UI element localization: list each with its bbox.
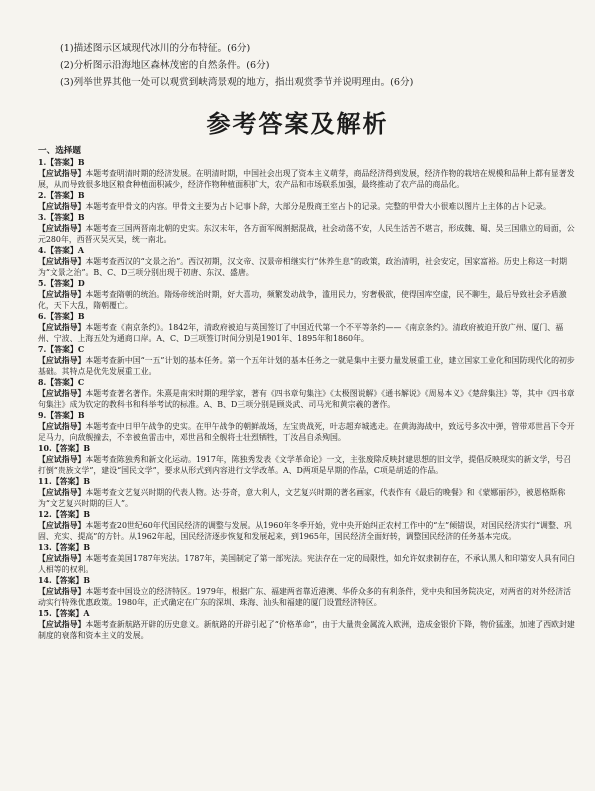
answer-item — [38, 311, 578, 344]
guide-paragraph — [38, 619, 578, 641]
answer-label: 【答案】 — [46, 345, 78, 354]
answer-value: B — [83, 543, 90, 552]
answer-line — [38, 575, 578, 586]
item-number: 2. — [38, 191, 47, 200]
guide-label: 【应试指导】 — [38, 290, 86, 299]
answer-value: B — [77, 411, 85, 420]
item-number: 15. — [38, 609, 52, 618]
answer-label: 【答案】 — [51, 543, 84, 552]
answer-label: 【答案】 — [51, 576, 84, 585]
answer-item — [38, 542, 578, 575]
answer-line — [38, 157, 578, 168]
guide-paragraph — [38, 322, 578, 344]
answer-label: 【答案】 — [46, 378, 78, 387]
answer-value: B — [77, 191, 85, 200]
item-number: 4. — [38, 246, 47, 255]
guide-text: 本题考查西汉的“文景之治”。西汉初期，汉文帝、汉景帝相继实行“休养生息”的政策，政治清明，社会安定，国家富裕。历史上称这一时期为“文景之治”。B、C、D三项分别出现于初唐、东汉、盛唐。 — [38, 257, 568, 277]
guide-text: 本题考查新航路开辟的历史意义。新航路的开辟引起了“价格革命”，由于大量贵金属流入欧洲，造成金银价下降，物价猛涨，加速了西欧封建制度的衰落和资本主义的发展。 — [38, 620, 575, 640]
item-number: 3. — [38, 213, 47, 222]
answer-value: C — [77, 378, 85, 387]
item-number: 8. — [38, 378, 47, 387]
answer-value: B — [77, 312, 85, 321]
answer-item — [38, 410, 578, 443]
answer-label: 【答案】 — [46, 279, 78, 288]
guide-paragraph — [38, 553, 578, 575]
guide-text: 本题考查明清时期的经济发展。在明清时期，中国社会出现了资本主义萌芽，商品经济得到发展，经济作物的栽培在规模和品种上都有显著发展，从而导致很多地区粮食种植面积减少，经济作物种植面积扩大，农产品和市场联系加强，最终推动了农产品的商品化。 — [38, 169, 575, 189]
answer-label: 【答案】 — [46, 246, 78, 255]
item-number: 1. — [38, 158, 47, 167]
answer-item — [38, 278, 578, 311]
answer-item — [38, 575, 578, 608]
answer-label: 【答案】 — [51, 444, 84, 453]
answer-label: 【答案】 — [51, 609, 84, 618]
answer-line — [38, 608, 578, 619]
guide-paragraph — [38, 289, 578, 311]
answer-item — [38, 509, 578, 542]
answer-label: 【答案】 — [51, 477, 84, 486]
answer-item — [38, 157, 578, 190]
guide-text: 本题考查美国1787年宪法。1787年，美国制定了第一部宪法。宪法存在一定的局限性，如允许奴隶制存在，不承认黑人和印第安人具有同白人相等的权利。 — [38, 554, 576, 574]
item-number: 11. — [38, 477, 52, 486]
answer-line — [38, 410, 578, 421]
question-line: (1)描述图示区域现代冰川的分布特征。(6分) — [60, 43, 251, 54]
guide-text: 本题考查隋朝的统治。隋炀帝统治时期，好大喜功，频繁发动战争，滥用民力，穷奢极欲，使得国库空虚，民不聊生，最后导致社会矛盾激化，天下大乱，隋朝覆亡。 — [38, 290, 567, 310]
answer-item — [38, 608, 578, 641]
answer-label: 【答案】 — [46, 213, 78, 222]
answer-line — [38, 443, 578, 454]
guide-paragraph — [38, 388, 578, 410]
guide-paragraph — [38, 201, 578, 212]
answer-section — [38, 146, 578, 641]
guide-label: 【应试指导】 — [38, 202, 86, 211]
guide-label: 【应试指导】 — [38, 587, 86, 596]
answer-value: B — [83, 477, 90, 486]
guide-paragraph — [38, 256, 578, 278]
question-list — [60, 40, 580, 91]
answer-line — [38, 476, 578, 487]
answer-value: B — [77, 158, 85, 167]
answer-value: B — [83, 510, 90, 519]
guide-text: 本题考查中日甲午战争的史实。在甲午战争的朝鲜战场，左宝贵战死，叶志超弃城逃走。在黄海海战中，致远号多次中弹，管带邓世昌下令开足马力，向敌舰撞去，不幸被鱼雷击中，邓世昌和全舰将士壮烈牺牲，丁汝昌自杀殉国。 — [38, 422, 575, 442]
answer-value: C — [77, 345, 85, 354]
guide-label: 【应试指导】 — [38, 521, 86, 530]
answer-value: D — [77, 279, 85, 288]
answer-label: 【答案】 — [46, 158, 78, 167]
page-title: 参考答案及解析 — [206, 110, 389, 138]
item-number: 14. — [38, 576, 52, 585]
answer-line — [38, 542, 578, 553]
answer-line — [38, 190, 578, 201]
guide-label: 【应试指导】 — [38, 422, 86, 431]
answer-line — [38, 344, 578, 355]
guide-text: 本题考查陈独秀和新文化运动。1917年，陈独秀发表《文学革命论》一文，主张废除反映封建思想的旧文学，提倡反映现实的新文学，号召打倒“贵族文学”，建设“国民文学”，要求从形式到内容进行文学改革。A、D两项是早期的作品，C项是胡适的作品。 — [38, 455, 571, 475]
answer-label: 【答案】 — [46, 411, 78, 420]
section-heading: 一、选择题 — [38, 146, 81, 156]
answer-line — [38, 311, 578, 322]
guide-paragraph — [38, 355, 578, 377]
guide-text: 本题考查《南京条约》。1842年，清政府被迫与英国签订了中国近代第一个不平等条约——《南京条约》。清政府被迫开放广州、厦门、福州、宁波、上海五处为通商口岸。A、C、D三项签订时间分别是1901年、1895年和1860年。 — [38, 323, 564, 343]
guide-paragraph — [38, 421, 578, 443]
answer-value: A — [83, 609, 90, 618]
guide-label: 【应试指导】 — [38, 224, 86, 233]
answer-line — [38, 509, 578, 520]
guide-text: 本题考查文艺复兴时期的代表人物。达·芬奇，意大利人，文艺复兴时期的著名画家，代表作有《最后的晚餐》和《蒙娜丽莎》，被恩格斯称为“文艺复兴时期的巨人”。 — [38, 488, 566, 508]
answer-item — [38, 245, 578, 278]
guide-text: 本题考查20世纪60年代国民经济的调整与发展。从1960年冬季开始，党中央开始纠正农村工作中的“左”倾错误，对国民经济实行“调整、巩固、充实、提高”的方针。从1962年起，国民经济逐步恢复和发展起来，到1965年，国民经济全面好转，调整国民经济的任务基本完成。 — [38, 521, 572, 541]
guide-text: 本题考查三国两晋南北朝的史实。东汉末年，各方面军阀割据混战，社会动荡不安，人民生活苦不堪言，形成魏、蜀、吴三国鼎立的局面，公元280年，西晋灭吴灭吴，统一南北。 — [38, 224, 575, 244]
answer-value: B — [83, 444, 90, 453]
item-number: 10. — [38, 444, 52, 453]
guide-label: 【应试指导】 — [38, 169, 86, 178]
guide-paragraph — [38, 487, 578, 509]
answer-item — [38, 476, 578, 509]
guide-text: 本题考查著名著作。朱熹是南宋时期的理学家，著有《四书章句集注》《太极图说解》《通书解说》《周易本义》《楚辞集注》等，其中《四书章句集注》成为钦定的教科书和科举考试的标准。A、B、D三项分别是顾炎武、司马光和黄宗羲的著作。 — [38, 389, 575, 409]
guide-text: 本题考查中国设立的经济特区。1979年，根据广东、福建两省靠近港澳、华侨众多的有利条件，党中央和国务院决定，对两省的对外经济活动实行特殊优惠政策。1980年，正式确定在广东的深圳、珠海、汕头和福建的厦门设置经济特区。 — [38, 587, 571, 607]
item-number: 9. — [38, 411, 47, 420]
item-number: 5. — [38, 279, 47, 288]
guide-paragraph — [38, 520, 578, 542]
guide-label: 【应试指导】 — [38, 356, 86, 365]
answer-label: 【答案】 — [51, 510, 84, 519]
guide-label: 【应试指导】 — [38, 257, 86, 266]
answer-label: 【答案】 — [46, 191, 78, 200]
item-number: 7. — [38, 345, 47, 354]
answer-line — [38, 212, 578, 223]
item-number: 13. — [38, 543, 52, 552]
guide-paragraph — [38, 454, 578, 476]
guide-label: 【应试指导】 — [38, 620, 86, 629]
question-line: (2)分析图示沿海地区森林茂密的自然条件。(6分) — [60, 60, 270, 71]
answer-item — [38, 344, 578, 377]
answer-list — [38, 157, 578, 641]
guide-paragraph — [38, 168, 578, 190]
guide-label: 【应试指导】 — [38, 389, 86, 398]
item-number: 12. — [38, 510, 52, 519]
answer-item — [38, 443, 578, 476]
answer-item — [38, 212, 578, 245]
guide-label: 【应试指导】 — [38, 554, 86, 563]
answer-label: 【答案】 — [46, 312, 78, 321]
guide-label: 【应试指导】 — [38, 455, 86, 464]
answer-line — [38, 377, 578, 388]
answer-value: B — [83, 576, 90, 585]
answer-value: B — [77, 213, 85, 222]
guide-label: 【应试指导】 — [38, 323, 86, 332]
answer-value: A — [77, 246, 84, 255]
answer-line — [38, 245, 578, 256]
guide-paragraph — [38, 586, 578, 608]
item-number: 6. — [38, 312, 47, 321]
answer-line — [38, 278, 578, 289]
guide-paragraph — [38, 223, 578, 245]
answer-item — [38, 190, 578, 212]
answer-item — [38, 377, 578, 410]
guide-text: 本题考查甲骨文的内容。甲骨文主要为占卜记事卜辞，大部分是殷商王室占卜的记录。完整的甲骨大小很难以图片上主体的占卜记录。 — [85, 202, 551, 211]
question-line: (3)列举世界其他一处可以观赏到峡湾景观的地方，指出观赏季节并说明理由。(6分) — [60, 77, 414, 88]
guide-text: 本题考查新中国“一五”计划的基本任务。第一个五年计划的基本任务之一就是集中主要力量发展重工业，建立国家工业化和国防现代化的初步基础。其特点是优先发展重工业。 — [38, 356, 575, 376]
guide-label: 【应试指导】 — [38, 488, 86, 497]
